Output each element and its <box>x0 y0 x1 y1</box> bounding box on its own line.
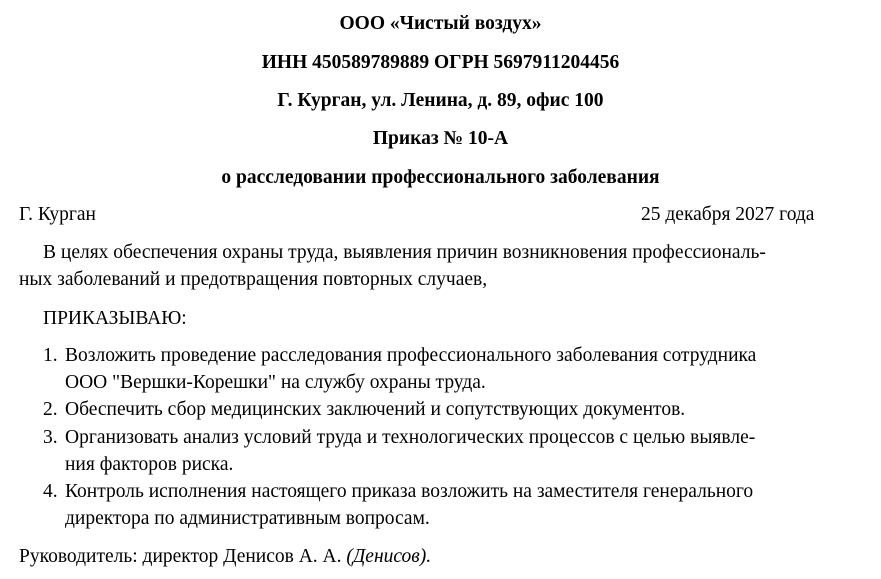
list-item-number: 2. <box>43 399 58 420</box>
list-item-number: 1. <box>43 345 58 366</box>
list-item-1-continuation: ООО "Вершки-Корешки" на службу охраны труда. <box>65 372 486 393</box>
signature-name: (Денисов). <box>346 546 432 567</box>
signature-line <box>19 545 431 569</box>
list-item-text: Организовать анализ условий труда и технологических процессов с целью выявле- <box>65 427 756 448</box>
list-item-1 <box>43 344 756 368</box>
order-place: Г. Курган <box>19 204 96 225</box>
list-item-3 <box>43 426 755 450</box>
list-item-text: Контроль исполнения настоящего приказа возложить на заместителя генерального <box>65 481 754 502</box>
list-item-3-continuation: ния факторов риска. <box>65 454 234 475</box>
company-name: ООО «Чистый воздух» <box>339 13 542 34</box>
order-title: Приказ № 10-А <box>372 128 509 149</box>
list-item-text: Обеспечить сбор медицинских заключений и сопутствующих документов. <box>65 399 686 420</box>
company-registration: ИНН 450589789889 ОГРН 5697911204456 <box>261 52 620 73</box>
list-item-number: 3. <box>43 427 58 448</box>
list-item-number: 4. <box>43 481 58 502</box>
signature-label: Руководитель: директор Денисов А. А. <box>19 546 342 567</box>
order-word: ПРИКАЗЫВАЮ: <box>43 308 187 329</box>
list-item-2 <box>43 398 685 422</box>
preamble-line-1: В целях обеспечения охраны труда, выявления причин возникновения профессиональ- <box>43 242 766 263</box>
list-item-4 <box>43 480 753 504</box>
list-item-4-continuation: директора по административным вопросам. <box>65 508 430 529</box>
order-date: 25 декабря 2027 года <box>641 204 815 225</box>
company-address: Г. Курган, ул. Ленина, д. 89, офис 100 <box>277 90 604 111</box>
list-item-text: Возложить проведение расследования профессионального заболевания сотрудника <box>65 345 757 366</box>
order-subject: о расследовании профессионального заболевания <box>221 167 660 188</box>
preamble-line-2: ных заболеваний и предотвращения повторных случаев, <box>19 269 488 290</box>
